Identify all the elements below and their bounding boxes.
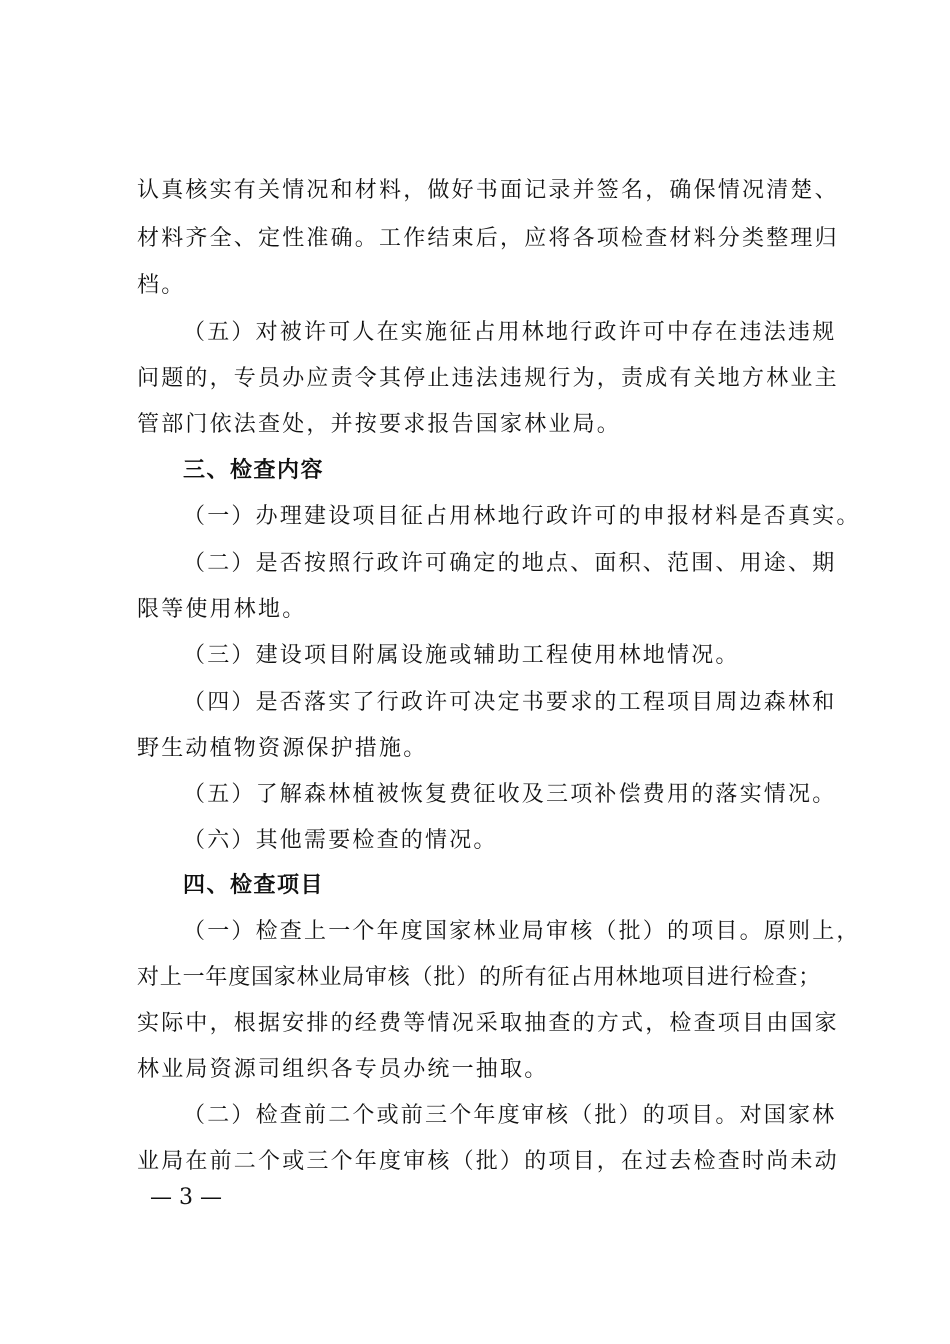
paragraph-line: 野生动植物资源保护措施。 — [137, 736, 428, 761]
paragraph-line: （五）了解森林植被恢复费征收及三项补偿费用的落实情况。 — [183, 782, 837, 807]
section-heading: 四、检查项目 — [183, 873, 325, 898]
paragraph-line: （三）建设项目附属设施或辅助工程使用林地情况。 — [183, 643, 740, 668]
paragraph-line: 认真核实有关情况和材料，做好书面记录并签名，确保情况清楚、 — [137, 178, 839, 203]
paragraph-line: （五）对被许可人在实施征占用林地行政许可中存在违法违规 — [183, 320, 837, 345]
paragraph-line: （四）是否落实了行政许可决定书要求的工程项目周边森林和 — [183, 690, 837, 715]
paragraph-line: 对上一年度国家林业局审核（批）的所有征占用林地项目进行检查； — [137, 965, 822, 990]
paragraph-line: （一）办理建设项目征占用林地行政许可的申报材料是否真实。 — [183, 504, 861, 529]
paragraph-line: （二）是否按照行政许可确定的地点、面积、范围、用途、期 — [183, 551, 837, 576]
paragraph-line: （六）其他需要检查的情况。 — [183, 828, 498, 853]
paragraph-line: 限等使用林地。 — [137, 597, 307, 622]
paragraph-line: 材料齐全、定性准确。工作结束后，应将各项检查材料分类整理归 — [137, 226, 839, 251]
paragraph-line: 管部门依法查处，并按要求报告国家林业局。 — [137, 412, 622, 437]
section-heading: 三、检查内容 — [183, 458, 325, 483]
paragraph-line: 林业局资源司组织各专员办统一抽取。 — [137, 1057, 549, 1082]
paragraph-line: 实际中，根据安排的经费等情况采取抽查的方式，检查项目由国家 — [137, 1011, 839, 1036]
paragraph-line: 业局在前二个或三个年度审核（批）的项目，在过去检查时尚未动 — [137, 1149, 839, 1174]
paragraph-line: （二）检查前二个或前三个年度审核（批）的项目。对国家林 — [183, 1103, 837, 1128]
paragraph-line: 档。 — [137, 273, 186, 298]
paragraph-line: 问题的，专员办应责令其停止违法违规行为，责成有关地方林业主 — [137, 366, 839, 391]
paragraph-line: （一）检查上一个年度国家林业局审核（批）的项目。原则上， — [183, 919, 861, 944]
page-number: — 3 — — [150, 1185, 222, 1210]
